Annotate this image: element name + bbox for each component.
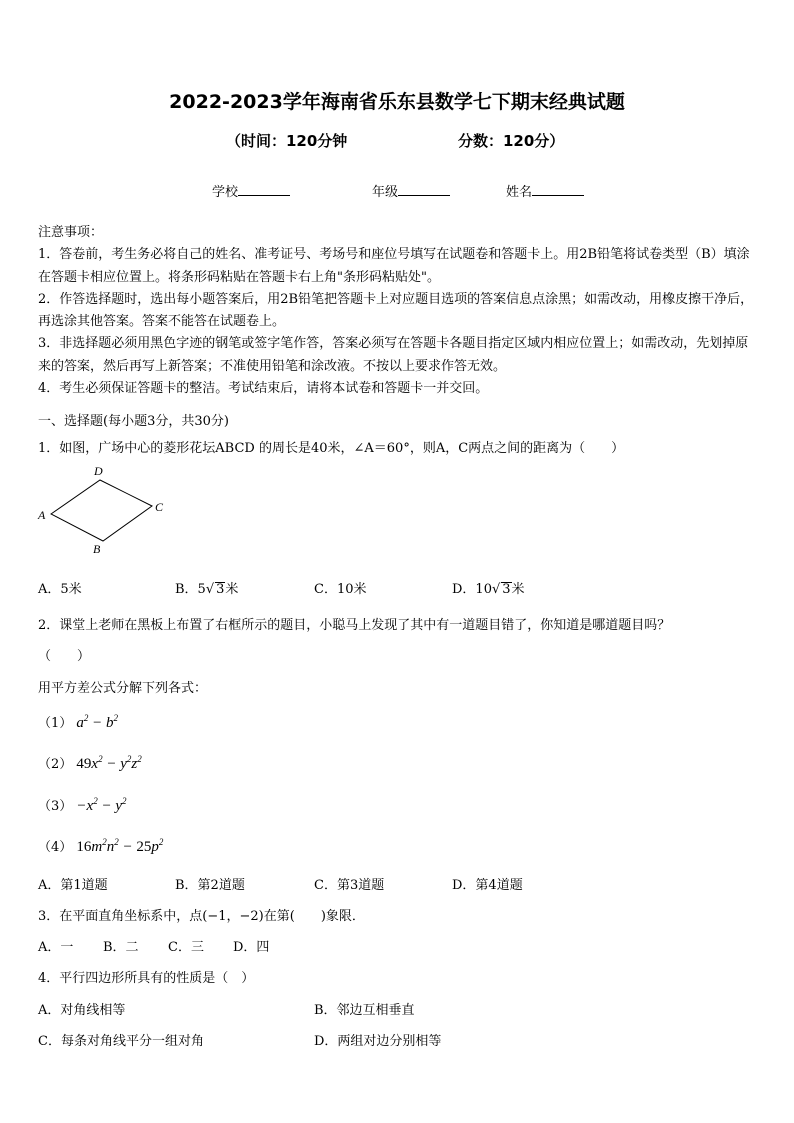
- q2-stem: 2．课堂上老师在黑板上布置了右框所示的题目，小聪马上发现了其中有一道题目错了，你知道是哪道题目吗？: [38, 618, 671, 633]
- q4-option-d: D．两组对边分别相等: [314, 1034, 442, 1049]
- name-label: 姓名: [506, 185, 533, 200]
- vertex-c-label: C: [155, 500, 164, 514]
- q1-option-a: A．5米: [38, 582, 82, 597]
- note-item: 4．考生必须保证答题卡的整洁。考试结束后，请将本试卷和答题卡一并交回。: [38, 381, 489, 397]
- exam-time: （时间：120分钟: [226, 132, 348, 150]
- q2-option-b: B．第2道题: [175, 878, 245, 893]
- school-field: [212, 181, 290, 200]
- exam-title: 2022-2023学年海南省乐东县数学七下期末经典试题: [169, 91, 625, 113]
- q2-option-c: C．第3道题: [314, 878, 385, 893]
- q2-item-3: $(3) -x^2 - y^2$: [38, 796, 127, 814]
- grade-label: 年级: [372, 185, 399, 200]
- q4-option-c: C．每条对角线平分一组对角: [38, 1034, 204, 1049]
- q2-option-a: A．第1道题: [38, 878, 108, 893]
- vertex-d-label: D: [94, 464, 103, 478]
- school-blank: [238, 183, 290, 196]
- q2-item-1: （1） $a^2 - b^2$: [38, 713, 119, 731]
- name-blank: [532, 183, 584, 196]
- q3-option-b: B．二: [103, 940, 139, 955]
- q1-option-d: D．10√ 3米: [452, 582, 525, 597]
- vertex-a-label: A: [38, 508, 46, 522]
- q4-option-b: B．邻边互相垂直: [314, 1003, 415, 1018]
- q4-stem: 4．平行四边形所具有的性质是（ ）: [38, 971, 255, 986]
- grade-field: [372, 181, 450, 200]
- notes-block: [38, 222, 760, 400]
- note-item: 2．作答选择题时，选出每小题答案后，用2B铅笔把答题卡上对应题目选项的答案信息点涂黑；如需改动，用橡皮擦干净后，再选涂其他答案。答案不能答在试题卷上。: [38, 291, 754, 330]
- rhombus-figure: [36, 464, 176, 556]
- note-item: 1．答卷前，考生务必将自己的姓名、准考证号、考场号和座位号填写在试题卷和答题卡上。用2B铅笔将试卷类型（B）填涂在答题卡相应位置上。将条形码粘贴在答题卡右上角"条形码粘贴处"。: [38, 247, 750, 285]
- q3-stem: 3．在平面直角坐标系中，点(−1，−2)在第( )象限．: [38, 909, 365, 924]
- q1-option-c: C．10米: [314, 582, 367, 597]
- rhombus-shape: [51, 480, 152, 541]
- q3-option-a: A．一: [38, 940, 74, 955]
- section-heading: 一、选择题(每小题3分，共30分): [38, 414, 229, 429]
- q1-option-b: B．5√ 3米: [175, 582, 239, 597]
- vertex-b-label: B: [93, 542, 101, 556]
- q1-stem: 1．如图，广场中心的菱形花坛ABCD 的周长是40米，∠A＝60°，则A，C两点之间的距离为（ ）: [38, 441, 625, 456]
- q4-option-a: A．对角线相等: [38, 1003, 126, 1018]
- q3-option-d: D．四: [233, 940, 270, 955]
- q2-paren: （ ）: [38, 649, 91, 664]
- q2-item-4: （4） $16m^2n^2 - 25p^2$: [38, 837, 164, 855]
- school-label: 学校: [212, 185, 239, 200]
- q2-option-d: D．第4道题: [452, 878, 523, 893]
- exam-score: 分数：120分）: [458, 132, 565, 150]
- q2-intro: 用平方差公式分解下列各式：: [38, 681, 208, 696]
- notes-heading: 注意事项：: [38, 225, 104, 240]
- name-field: [506, 181, 584, 200]
- q3-option-c: C．三: [168, 940, 204, 955]
- grade-blank: [398, 183, 450, 196]
- q2-item-2: （2） $49x^2 - y^2z^2$: [38, 754, 142, 772]
- note-item: 3．非选择题必须用黑色字迹的钢笔或签字笔作答，答案必须写在答题卡各题目指定区域内相应位置上；如需改动，先划掉原来的答案，然后再写上新答案；不准使用铅笔和涂改液。不按以上要求作答无效。: [38, 336, 749, 374]
